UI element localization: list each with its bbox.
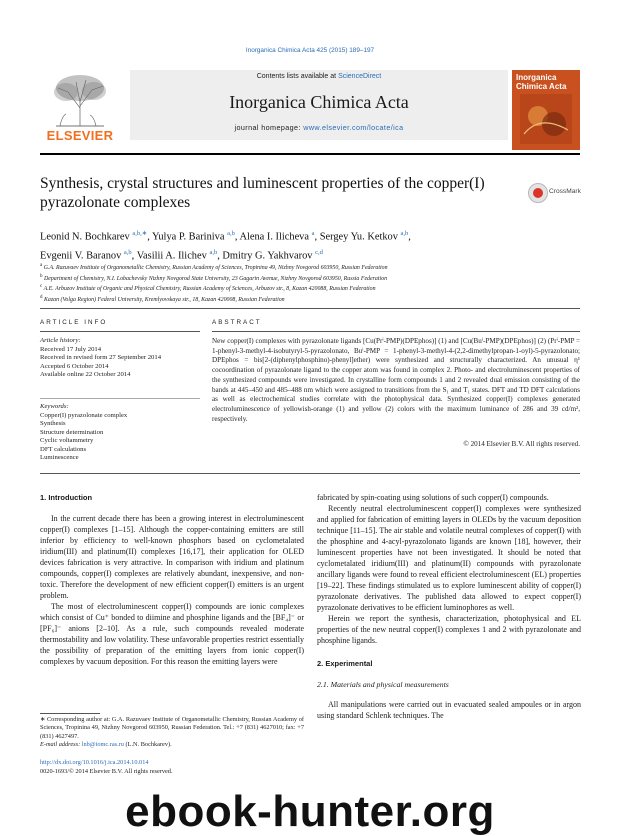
author-list: [40, 226, 580, 265]
body-rule: [40, 473, 580, 474]
journal-homepage: [130, 123, 508, 132]
keyword-item: Synthesis: [40, 420, 66, 427]
footnote-rule: [40, 713, 100, 714]
author-name: Sergey Yu. Ketkov: [319, 231, 398, 243]
cover-art-image: [520, 94, 572, 144]
affiliation-text: Kazan (Volga Region) Federal University, Kremlyovskaya str., 18, Kazan 420008, Russian Federation: [43, 296, 285, 303]
keyword-item: Copper(I) pyrazolonate complex: [40, 411, 128, 419]
affiliation-mark: d: [40, 294, 43, 300]
author-name: Leonid N. Bochkarev: [40, 231, 130, 243]
body-paragraph: fabricated by spin-coating using solutions of such copper(I) compounds.: [317, 493, 549, 502]
journal-header: [40, 70, 580, 150]
author-affil-mark[interactable]: a,b: [123, 249, 132, 257]
journal-cover[interactable]: [512, 70, 580, 150]
body-paragraph: The most of electroluminescent copper(I) compounds are ionic complexes which consist of Cu⁺ bonded to diimine and phosphine ligands and the [BF₄]⁻ or [PF₆]⁻ anions [2–10]. As a rule, such compounds revealed moderate thermostability and low volatility. These unfavorable properties restrict essentially the possibility of preparation of the emitting layers from ionic copper(I) complexes by vacuum deposition. For this reason the emitting layers were: [40, 602, 304, 666]
author-name: Alena I. Ilicheva: [239, 231, 309, 243]
author-affil-mark[interactable]: a,b: [227, 230, 235, 237]
affiliation-text: A.E. Arbuzov Institute of Organic and Physical Chemistry, Russian Academy of Sciences, Arbuzov str., 8, Kazan 420088, Russian Federation: [43, 286, 376, 293]
author-name: Dmitry G. Yakhvarov: [222, 250, 313, 262]
keyword-item: Structure determination: [40, 428, 104, 436]
author-line-2: Evgenii V. Baranov $^{a,b}$, Vasilii A. Ilichev $^{a,b}$, Dmitry G. Yakhvarov $^{c,d}$: [40, 249, 323, 262]
email-link[interactable]: lnb@iomc.ras.ru: [81, 740, 124, 748]
affiliation: [40, 294, 580, 305]
keywords-label: Keywords:: [40, 403, 69, 410]
body-paragraph: In the current decade there has been a growing interest in electroluminescent copper(I) complexes [1–15]. Although the copper-containing emitters are still inferior by efficiency to well-known phosphors based on cyclometalated iridium(III) and platinum(II) complexes [16,17], their application for OLED devices fabrication is very attractive. In comparison with iridium and platinum compounds, copper(I) complexes are relatively abundant, inexpensive, and non-toxic. Therefore the development of new efficient copper(I) emitters is an urgent problem.: [40, 514, 304, 600]
elsevier-wordmark: ELSEVIER: [46, 128, 114, 143]
elsevier-logo[interactable]: [40, 70, 120, 150]
body-column-left: [40, 492, 304, 667]
issn-line: 0020-1693/© 2014 Elsevier B.V. All rights reserved.: [40, 767, 173, 775]
abstract-copyright: © 2014 Elsevier B.V. All rights reserved.: [463, 440, 580, 448]
body-column-right: [317, 492, 581, 721]
history-label: Article history:: [40, 337, 81, 344]
author-affil-mark[interactable]: a,b: [209, 249, 218, 257]
abstract-rule: [212, 331, 580, 332]
footnote-text: ∗ Corresponding author at: G.A. Razuvaev Institute of Organometallic Chemistry, Russian Academy of Sciences, Tropinina 49, Nizhny Novgorod 603950, Russian Federation. Tel.: +7 (831) 4627010; fax: +7 (831) 4627497.: [40, 716, 304, 740]
body-paragraph: All manipulations were carried out in evacuated sealed ampoules or in argon using standard Schlenk techniques. The: [317, 700, 581, 720]
article-title: Synthesis, crystal structures and luminescent properties of the copper(I) pyrazolonate complexes: [40, 175, 485, 211]
article-info-heading: ARTICLE INFO: [40, 319, 108, 326]
keyword-item: Cyclic voltammetry: [40, 437, 94, 444]
corresponding-author-footnote: [40, 716, 304, 749]
contents-line: [130, 73, 508, 80]
article-history: [40, 337, 200, 380]
header-rule: [40, 153, 580, 155]
crossmark-label: CrossMark: [549, 188, 581, 195]
history-item: Available online 22 October 2014: [40, 371, 131, 378]
history-item: Accepted 6 October 2014: [40, 362, 109, 370]
subsection-heading: 2.1. Materials and physical measurements: [317, 680, 449, 689]
author-line-1: Leonid N. Bochkarev $^{a,b,∗}$, Yulya P. Bariniva $^{a,b}$, Alena I. Ilicheva $^a$, Sergey Yu. Ketkov $^{a,b}$,: [40, 230, 411, 243]
author-affil-mark[interactable]: a,b: [400, 230, 409, 237]
author-affil-mark[interactable]: c,d: [315, 249, 323, 257]
sciencedirect-link[interactable]: ScienceDirect: [338, 73, 382, 80]
affiliation-text: Department of Chemistry, N.I. Lobachevsky Nizhny Novgorod State University, 23 Gagarin Avenue, Nizhny Novgorod 603950, Russia Federation: [43, 275, 388, 282]
affiliation: [40, 283, 580, 294]
email-suffix: (L.N. Bochkarev).: [123, 740, 172, 748]
author-affil-mark[interactable]: a,b,∗: [132, 230, 148, 237]
tree-icon: [46, 72, 114, 128]
cover-title: Inorganica Chimica Acta: [516, 73, 567, 91]
homepage-link[interactable]: www.elsevier.com/locate/ica: [303, 123, 404, 132]
history-item: Received in revised form 27 September 2014: [40, 354, 162, 361]
author-name: Evgenii V. Baranov: [40, 250, 122, 262]
article-info-rule: [40, 331, 200, 332]
watermark: ebook-hunter.org: [125, 787, 495, 836]
abstract-text: New copper(I) complexes with pyrazolonate ligands [Cu(Prⁱ-PMP)(DPEphos)] (1) and [Cu(Buⁱ-PMP)(DPEphos)] (2) (Prⁱ-PMP = 1-phenyl-3-methyl-4-isobutyryl-5-pyrazolonato, Buⁱ-PMP = 1-phenyl-3-methyl-4-(2,2-dimethylpropan-1-oyl)-5-pyrazolonato; DPEphos = bis[2-(diphenylphosphino)-phenyl]ether) were synthesized and structurally characterized. An unusual η¹ cocoordination of pyrazolonate ligand to the copper atom was found in complex 2. Photo- and electroluminescent properties of the synthesized compounds were investigated. In crystalline form compounds 1 and 2 revealed dual emission consisting of the bands at 445–450 and 485–488 nm which were assigned to transitions from the S₁ and T₁ states. DFT and TD DFT calculations as well as electrochemical studies correlate with the photophysical data. Synthesized copper(I) complexes generated electroluminescence of yellowish-orange (1) and yellow (2) colors with the maximum luminance of 286 and 39 cd/m², respectively.: [212, 337, 580, 423]
affiliation-mark: c: [40, 284, 43, 290]
footnote-email-line: [40, 741, 304, 749]
author-affil-mark[interactable]: a: [311, 230, 315, 237]
history-item: Received 17 July 2014: [40, 345, 102, 353]
keyword-item: DFT calculations: [40, 445, 87, 453]
keywords: [40, 403, 200, 463]
keyword-item: Luminescence: [40, 454, 79, 461]
affiliation: [40, 262, 580, 273]
body-paragraph: Recently neutral electroluminescent copper(I) complexes were synthesized and applied for fabrication of emitting layers in OLEDs by the vacuum deposition technique [11–15]. The air stable and volatile neutral complexes of copper(I) with the phosphine and 4-acyl-pyrazolonato ligands are known [18], however, their luminescent properties have not been investigated. It should be noted that cyclometalated iridium(III) and platinum(II) compounds with pyrazolonate ancillary ligands were found to reveal efficient electroluminescent (EL) properties [19–22]. These findings stimulated us to explore luminescent ability of copper(I) pyrazolonate derivatives. The published data allowed to expect copper(I) pyrazolonate derivatives to be efficient luminophores as well.: [317, 504, 581, 612]
email-label: E-mail address:: [40, 740, 82, 748]
affiliation-text: G.A. Razuvaev Institute of Organometallic Chemistry, Russian Academy of Sciences, Tropinina 49, Nizhny Novgorod 603950, Russian Federation: [43, 264, 388, 271]
affiliation: [40, 273, 580, 284]
journal-citation[interactable]: Inorganica Chimica Acta 425 (2015) 189–197: [245, 47, 375, 54]
homepage-prefix: journal homepage:: [234, 123, 304, 132]
keywords-rule: [40, 398, 200, 399]
affiliation-mark: b: [40, 273, 43, 279]
crossmark-icon: [528, 183, 548, 203]
section-heading-experimental: 2. Experimental: [317, 659, 373, 668]
doi-block: [40, 759, 304, 776]
section-rule: [40, 308, 580, 309]
contents-prefix: Contents lists available at: [256, 73, 339, 80]
body-paragraph: Herein we report the synthesis, characterization, photophysical and EL properties of the new neutral copper(I) complexes 1 and 2 with pyrazolonate and phosphine ligands.: [317, 614, 581, 645]
affiliations: [40, 262, 580, 304]
abstract-heading: ABSTRACT: [212, 319, 262, 326]
crossmark-badge[interactable]: [528, 183, 584, 203]
author-name: Vasilii A. Ilichev: [136, 250, 207, 262]
section-heading-introduction: 1. Introduction: [40, 493, 93, 502]
journal-banner: [130, 70, 508, 140]
author-name: Yulya P. Bariniva: [152, 231, 225, 243]
journal-title: Inorganica Chimica Acta: [229, 92, 409, 112]
doi-link[interactable]: http://dx.doi.org/10.1016/j.ica.2014.10.014: [40, 759, 149, 766]
affiliation-mark: a: [40, 263, 43, 268]
